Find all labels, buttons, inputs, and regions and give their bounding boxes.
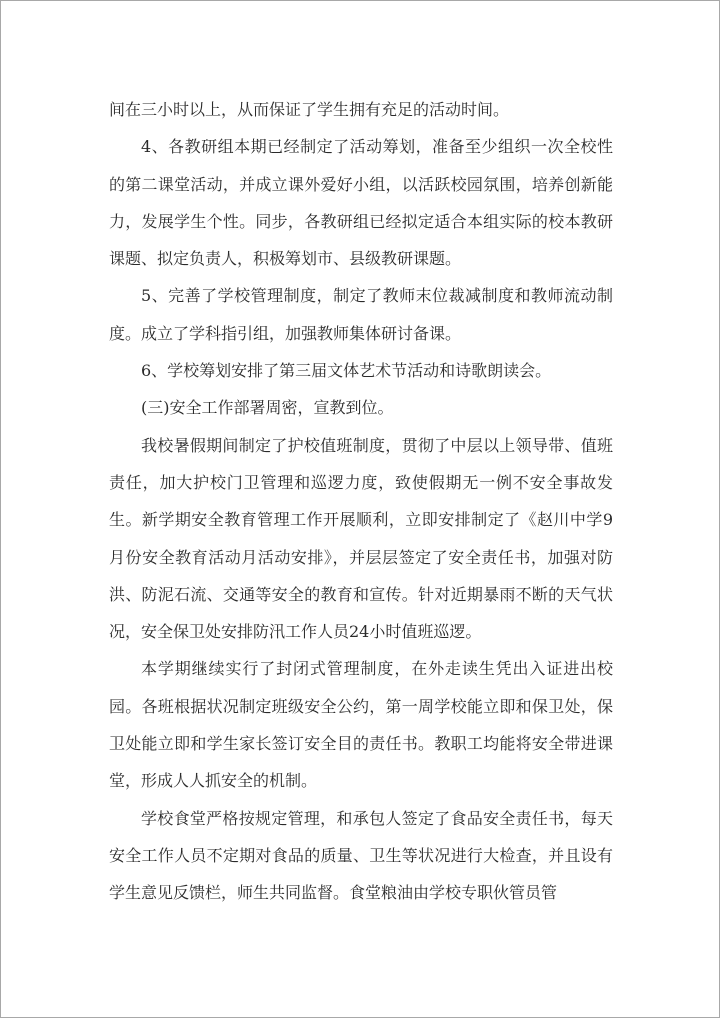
section-heading-safety: (三)安全工作部署周密，宣教到位。 (141, 398, 394, 418)
paragraph-summer-safety: 我校暑假期间制定了护校值班制度，贯彻了中层以上领导带、值班责任，加大护校门卫管理和巡逻力度，致使假期无一例不安全事故发生。新学期安全教育管理工作开展顺利，立即安排制定了《赵川中学9月份安全教育活动月活动安排》，并层层签定了安全责任书，加强对防洪、防泥石流、交通等安全的教育和宣传。针对近期暴雨不断的天气状况，安全保卫处安排防汛工作人员24小时值班巡逻。 (109, 435, 613, 642)
paragraph-closed-management: 本学期继续实行了封闭式管理制度，在外走读生凭出入证进出校园。各班根据状况制定班级安全公约，第一周学校能立即和保卫处，保卫处能立即和学生家长签订安全目的责任书。教职工均能将安全带进课堂，形成人人抓安全的机制。 (109, 659, 613, 791)
paragraph-item-6: 6、学校筹划安排了第三届文体艺术节活动和诗歌朗读会。 (141, 361, 552, 381)
paragraph-continuation: 间在三小时以上，从而保证了学生拥有充足的活动时间。 (109, 100, 510, 119)
paragraph-item-4: 4、各教研组本期已经制定了活动筹划，准备至少组织一次全校性的第二课堂活动，并成立课外爱好小组，以活跃校园氛围，培养创新能力，发展学生个性。同步，各教研组已经拟定适合本组实际的校本教研课题、拟定负责人，积极筹划市、县级教研课题。 (109, 137, 613, 269)
paragraph-canteen: 学校食堂严格按规定管理，和承包人签定了食品安全责任书，每天安全工作人员不定期对食品的质量、卫生等状况进行大检查，并且设有学生意见反馈栏，师生共同监督。食堂粮油由学校专职伙管员管 (109, 808, 613, 903)
paragraph-item-5: 5、完善了学校管理制度，制定了教师末位裁减制度和教师流动制度。成立了学科指引组，加强教师集体研讨备课。 (109, 286, 613, 343)
document-body (109, 91, 613, 912)
